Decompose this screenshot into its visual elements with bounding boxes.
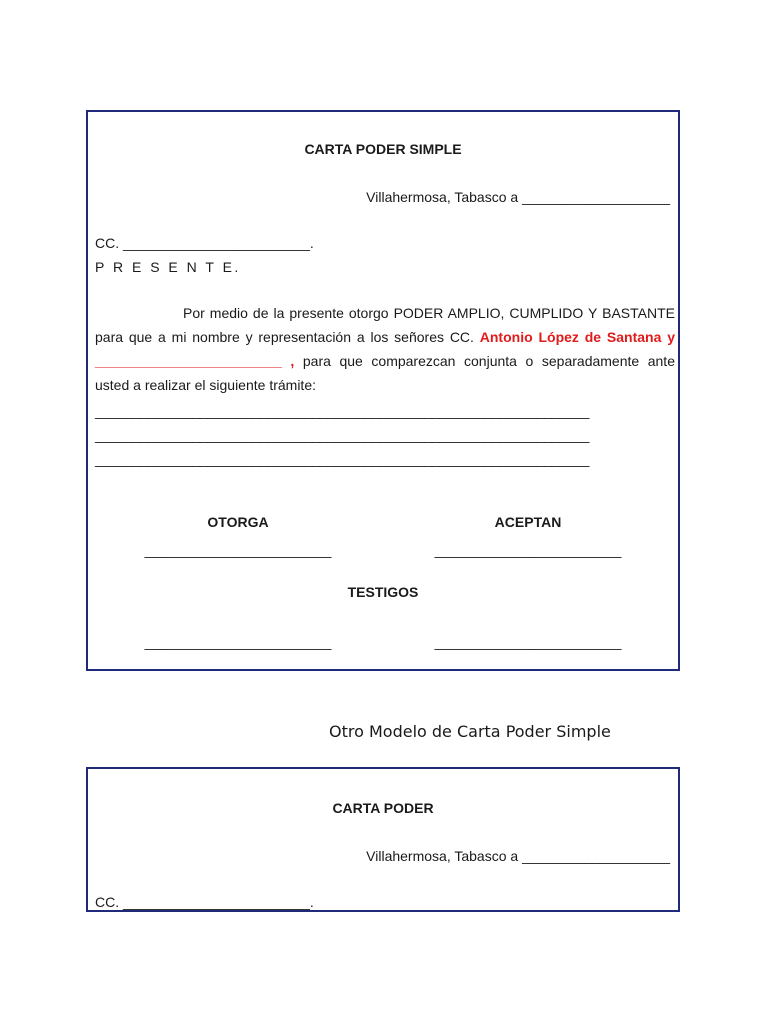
body-paragraph	[95, 301, 675, 397]
place-date-line: Villahermosa, Tabasco a ___________________	[366, 848, 670, 864]
cc-line: CC. ________________________.	[95, 894, 314, 910]
aceptan-label: ACEPTAN	[494, 514, 562, 530]
cc-line: CC. ________________________.	[95, 235, 314, 251]
blank-line: __________________________________________________________________	[95, 427, 590, 443]
place-date-line: Villahermosa, Tabasco a ___________________	[366, 189, 670, 205]
carta-poder-document	[86, 767, 680, 912]
blank-line: __________________________________________________________________	[95, 451, 590, 467]
document-title: CARTA PODER SIMPLE	[304, 141, 462, 157]
carta-poder-simple-document	[86, 110, 680, 671]
blank-line: __________________________________________________________________	[95, 403, 590, 419]
presente-line: P R E S E N T E.	[95, 259, 241, 275]
aceptan-signature-line: ________________________	[434, 542, 622, 558]
body-text-part2: para que comparezcan conjunta o separadamente ante usted a realizar el siguiente trámite:	[95, 353, 675, 393]
testigos-label: TESTIGOS	[347, 584, 419, 600]
document-title: CARTA PODER	[332, 800, 434, 816]
testigo-1-signature-line: ________________________	[144, 634, 332, 650]
otorga-signature-line: ________________________	[144, 542, 332, 558]
highlighted-names: Antonio López de Santana y ________________________ ,	[95, 329, 675, 369]
second-model-heading: Otro Modelo de Carta Poder Simple	[329, 722, 611, 741]
otorga-label: OTORGA	[207, 514, 269, 530]
body-text-part1: Por medio de la presente otorgo PODER AMPLIO, CUMPLIDO Y BASTANTE para que a mi nombre y representación a los señores CC.	[95, 305, 675, 345]
testigo-2-signature-line: ________________________	[434, 634, 622, 650]
